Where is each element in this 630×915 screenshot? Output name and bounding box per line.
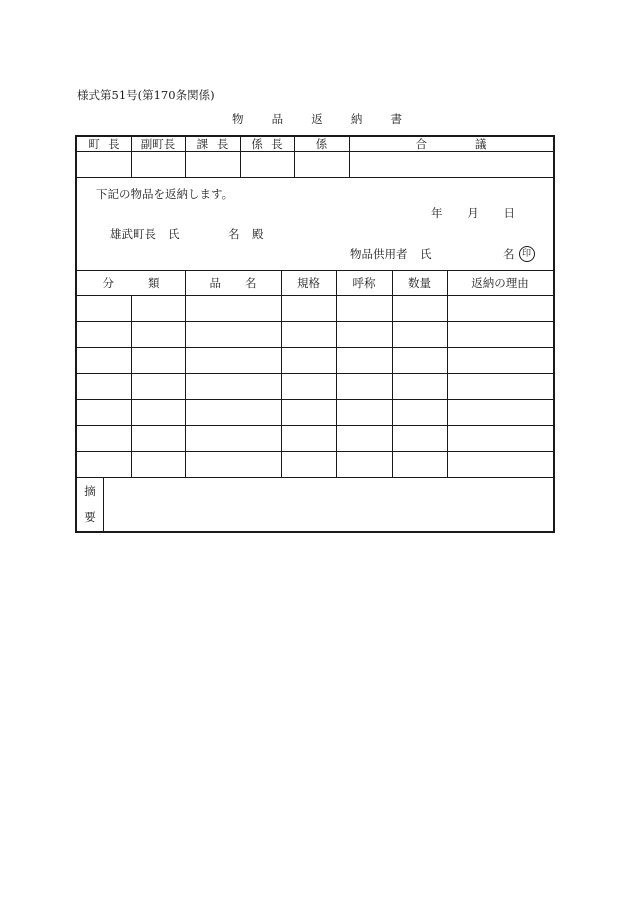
approval-section-chief-label — [185, 137, 240, 151]
label-char: 長 — [271, 137, 283, 151]
title-char: 書 — [390, 112, 402, 126]
label-char: 長 — [216, 137, 229, 151]
label-char: 町 — [88, 137, 100, 151]
user-shi: 氏 — [420, 247, 432, 261]
approval-bottom-rule — [77, 177, 553, 178]
header-char: 分 — [102, 275, 114, 290]
title-char: 品 — [271, 112, 284, 126]
date-month-label: 月 — [467, 206, 479, 220]
table-column-divider — [392, 270, 393, 477]
table-header-rule — [77, 295, 553, 296]
form-frame — [75, 135, 555, 533]
approval-town-mayor-label — [77, 137, 131, 151]
header-designation — [336, 270, 392, 295]
approval-subsection-chief-label — [240, 137, 294, 151]
remarks-label-top: 摘 — [84, 484, 96, 498]
header-quantity — [392, 270, 447, 295]
header-char: 類 — [148, 275, 160, 290]
approval-staff-label — [294, 137, 349, 151]
addressee-honorific: 殿 — [252, 227, 264, 241]
form-reference: 様式第51号(第170条関係) — [77, 88, 215, 102]
remarks-label-bottom: 要 — [84, 510, 96, 524]
header-item-name — [185, 270, 281, 295]
intro-text: 下記の物品を返納します。 — [96, 187, 234, 201]
remarks-top-rule — [77, 477, 553, 478]
table-column-divider — [336, 270, 337, 477]
label-char: 長 — [108, 137, 120, 151]
user-label: 物品供用者 — [350, 247, 408, 261]
date-day-label: 日 — [503, 206, 515, 220]
header-char: 名 — [245, 275, 257, 290]
table-column-divider — [185, 270, 186, 477]
date-line — [431, 205, 515, 221]
title-char: 納 — [350, 112, 363, 126]
table-row-rule — [77, 373, 553, 374]
table-column-divider — [447, 270, 448, 477]
label-char: 議 — [475, 137, 487, 151]
header-text: 返納の理由 — [471, 275, 529, 290]
remarks-divider — [103, 477, 104, 531]
table-row-rule — [77, 321, 553, 322]
user-mei — [503, 246, 535, 262]
header-text: 規格 — [297, 275, 320, 290]
addressee-shi: 氏 — [168, 227, 180, 241]
label-char: 係 — [251, 137, 263, 151]
table-row-rule — [77, 399, 553, 400]
label-text: 係 — [315, 137, 328, 151]
table-row-rule — [77, 425, 553, 426]
header-reason — [447, 270, 553, 295]
header-char: 品 — [209, 275, 221, 290]
title-char: 返 — [311, 112, 323, 126]
table-column-divider — [281, 270, 282, 477]
table-column-divider — [131, 295, 132, 477]
addressee-mei: 名 — [228, 227, 240, 241]
approval-consultation-label — [349, 137, 553, 151]
form-title — [232, 111, 402, 127]
seal-mark-icon: 印 — [519, 246, 535, 262]
title-char: 物 — [232, 112, 244, 126]
approval-deputy-mayor-label — [131, 137, 185, 151]
header-text: 呼称 — [352, 275, 376, 290]
header-text: 数量 — [408, 275, 431, 290]
user-mei-char: 名 — [503, 247, 515, 261]
table-row-rule — [77, 347, 553, 348]
label-char: 合 — [415, 137, 427, 151]
header-spec — [281, 270, 336, 295]
header-classification — [77, 270, 185, 295]
label-text: 副町長 — [140, 137, 176, 151]
table-row-rule — [77, 451, 553, 452]
label-char: 課 — [196, 137, 209, 151]
addressee-prefix: 雄武町長 — [110, 227, 156, 241]
date-year-label: 年 — [431, 206, 443, 220]
